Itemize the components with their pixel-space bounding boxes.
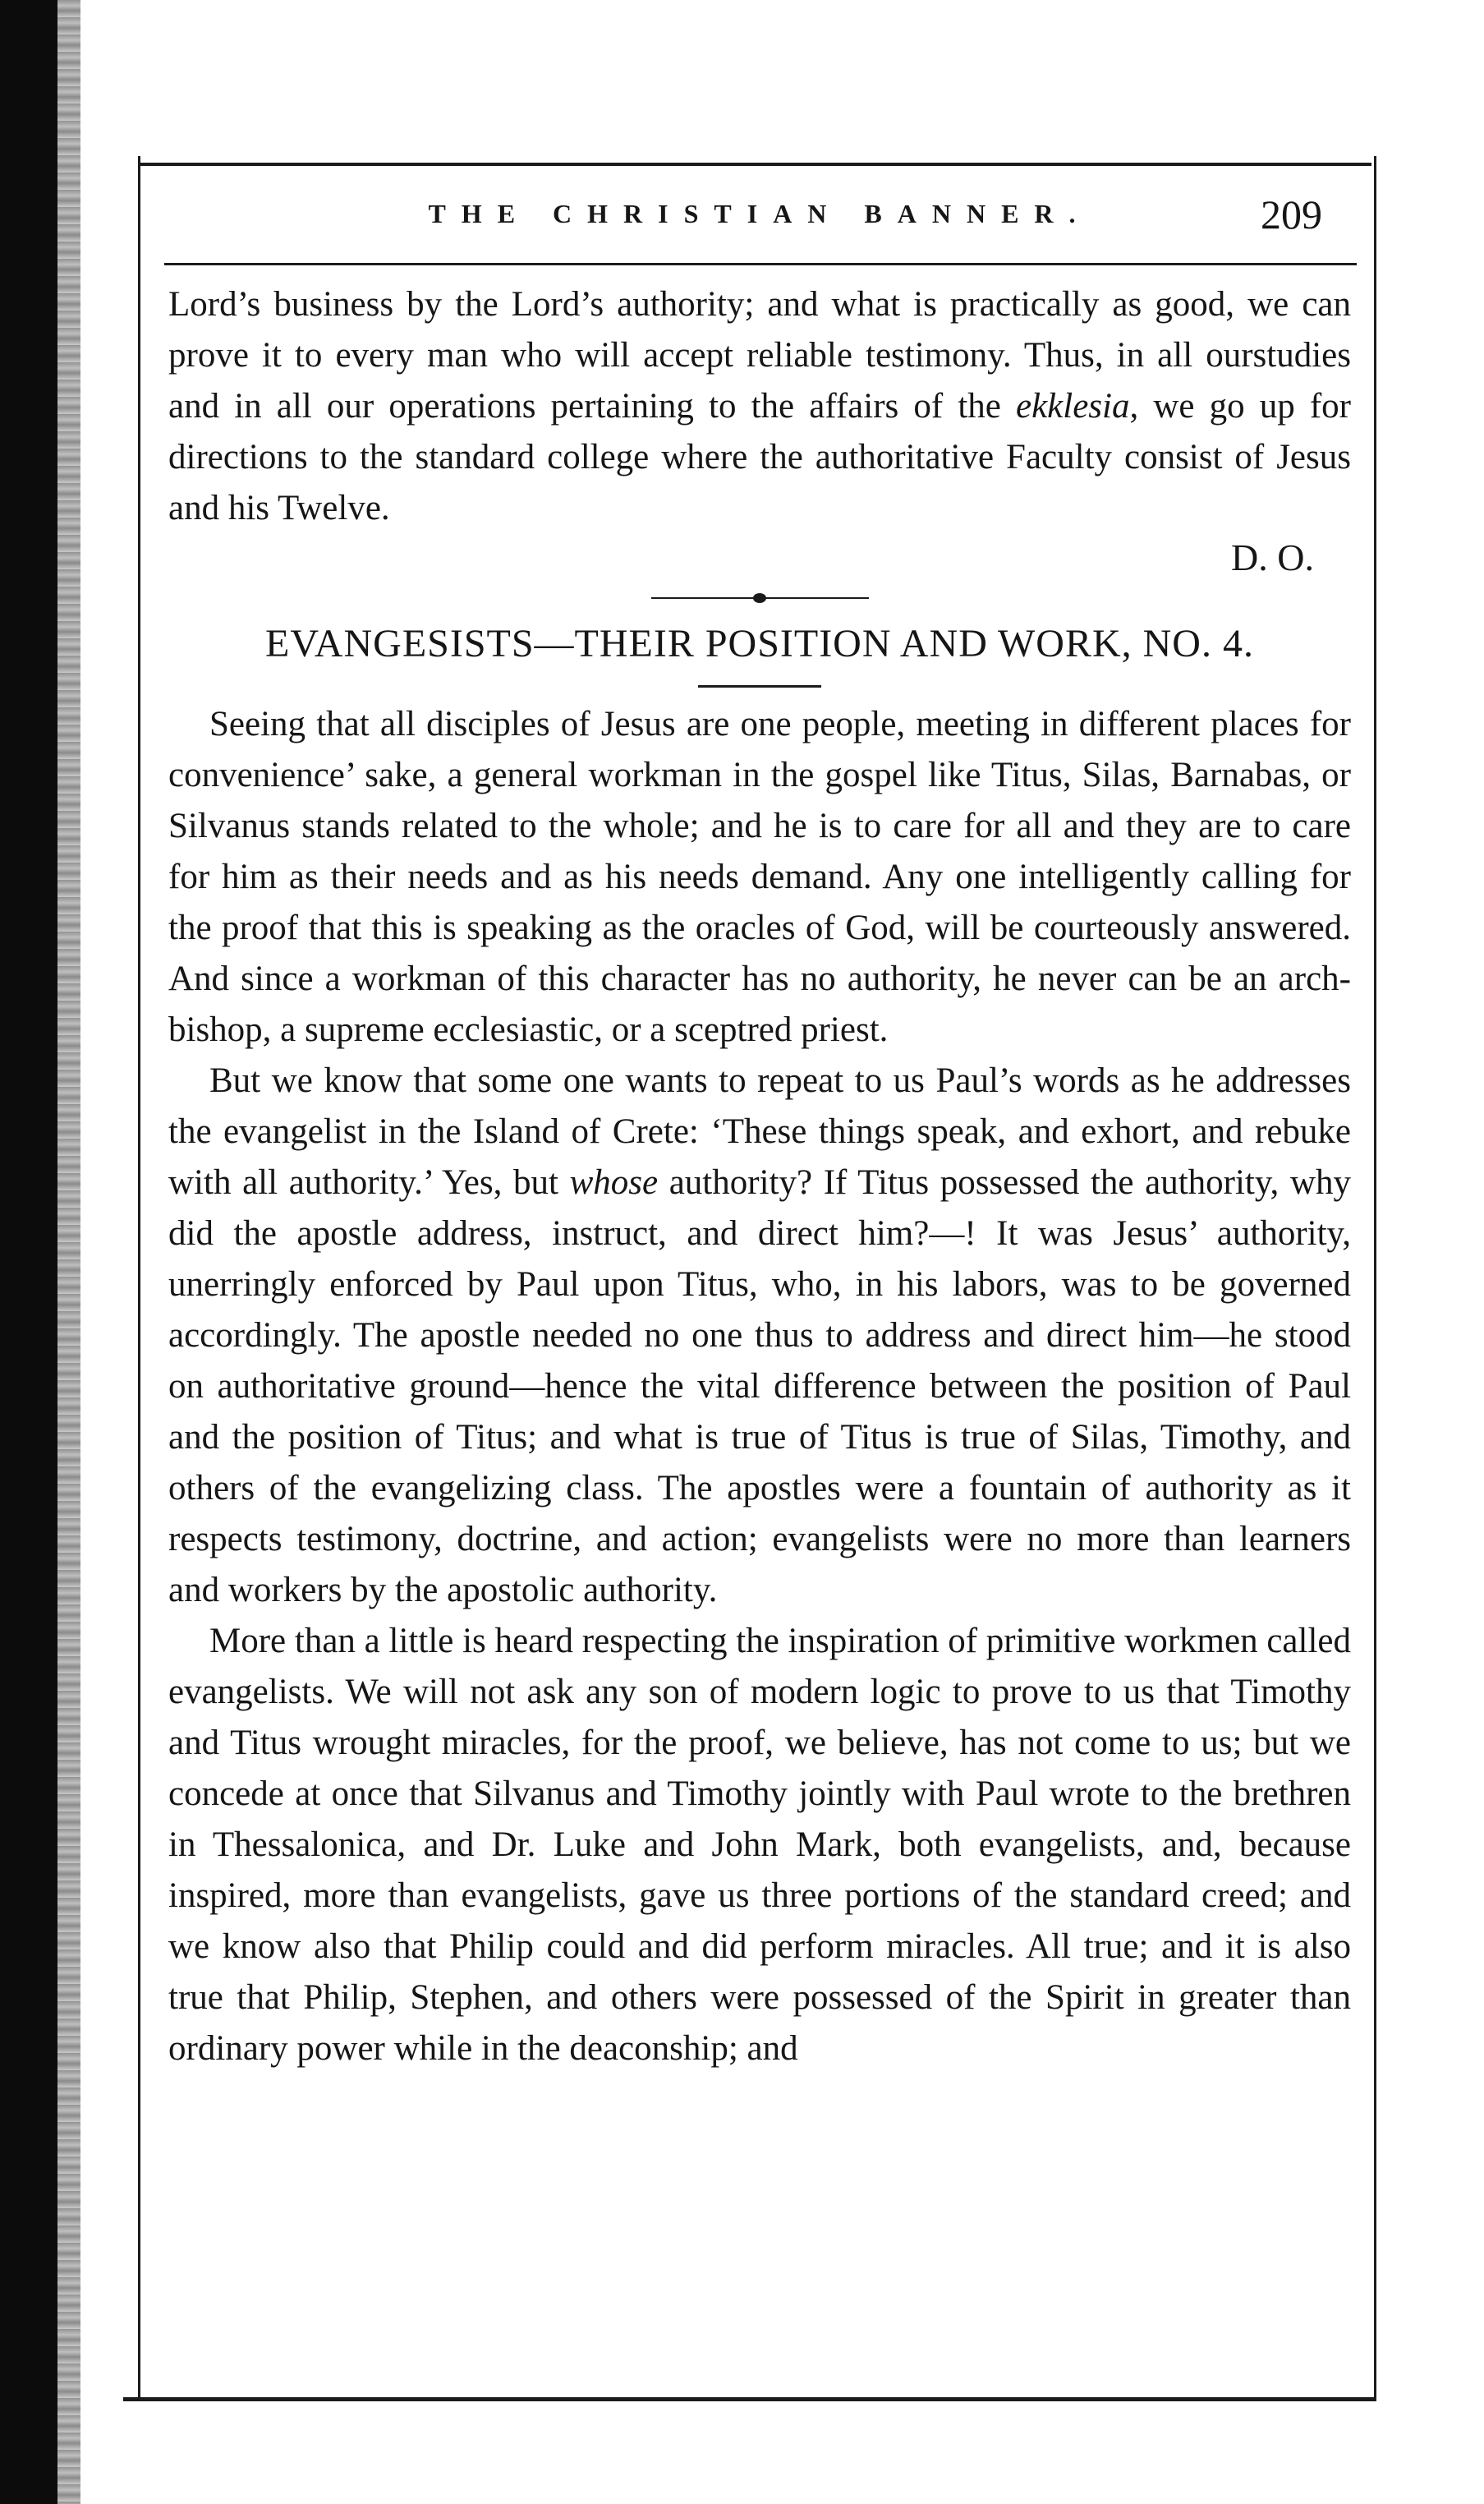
article-title: EVANGESISTS—THEIR POSITION AND WORK, NO. 4.	[265, 622, 1254, 665]
book-binding-edge	[0, 0, 57, 2504]
divider-dot	[753, 593, 766, 603]
binding-shadow	[57, 0, 80, 2504]
article-paragraph-2	[168, 1056, 1351, 1616]
title-rule	[698, 685, 821, 688]
author-signature: D. O.	[1231, 536, 1314, 578]
article-paragraph-1: Seeing that all disciples of Jesus are one people, meeting in different places for convenience’ sake, a general workman in the gospel like Titus, Silas, Barnabas, or Silvanus stands related to the whole; and he is to care for all and they are to care for him as their needs and as his needs demand. Any one intelligently calling for the proof that this is speaking as the oracles of God, will be courteously answered. And since a workman of this character has no authority, he never can be an arch-bishop, a supreme ecclesiastic, or a sceptred priest.	[168, 705, 1351, 1049]
previous-article-text: Lord’s business by the Lord’s authority; and what is practically as good, we can prove it to every man who will accept reliable testimony. Thus, in all ourstudies and in all our operations pertaining to the affairs of the	[168, 285, 1351, 426]
previous-article-text-end: , we go up for directions to the standard college where the authoritative Faculty consist of Jesus and his Twelve.	[168, 387, 1351, 527]
previous-article-conclusion	[168, 279, 1351, 534]
paragraph-2-text: But we know that some one wants to repeat to us Paul’s words as he addresses the evangelist in the Island of Crete: ‘These things speak, and exhort, and rebuke with all authority.’ Yes, but	[168, 1061, 1351, 1202]
italic-emphasis: whose	[569, 1163, 659, 1202]
page-frame-top-rule	[138, 163, 1371, 166]
page-number: 209	[1261, 191, 1322, 237]
header-rule	[164, 263, 1357, 265]
paragraph-2-text-end: authority? If Titus possessed the authority, why did the apostle address, instruct, and direct him?—! It was Jesus’ authority, unerringly enforced by Paul upon Titus, who, in his labors, was to be governed accordingly. The apostle needed no one thus to address and direct him—he stood on authoritative ground—hence the vital difference between the position of Paul and the position of Titus; and what is true of Titus is true of Silas, Timothy, and others of the evangelizing class. The apostles were a fountain of authority as it respects testimony, doctrine, and action; evangelists were no more than learners and workers by the apostolic authority.	[168, 1163, 1351, 1609]
article-paragraph-3: More than a little is heard respecting the inspiration of primitive workmen called evangelists. We will not ask any son of modern logic to prove to us that Timothy and Titus wrought miracles, for the proof, we believe, has not come to us; but we concede at once that Silvanus and Timothy jointly with Paul wrote to the brethren in Thessalonica, and Dr. Luke and John Mark, both evangelists, and, because inspired, more than evangelists, gave us three portions of the standard creed; and we know also that Philip could and did perform miracles. All true; and it is also true that Philip, Stephen, and others were possessed of the Spirit in greater than ordinary power while in the deaconship; and	[168, 1622, 1351, 2068]
running-title: THE CHRISTIAN BANNER.	[428, 199, 1091, 228]
page-header	[164, 191, 1355, 248]
page-body	[168, 279, 1351, 2074]
italic-term: ekklesia	[1015, 387, 1130, 426]
page-frame-bottom-rule	[123, 2397, 1376, 2401]
section-divider-ornament	[651, 590, 869, 606]
